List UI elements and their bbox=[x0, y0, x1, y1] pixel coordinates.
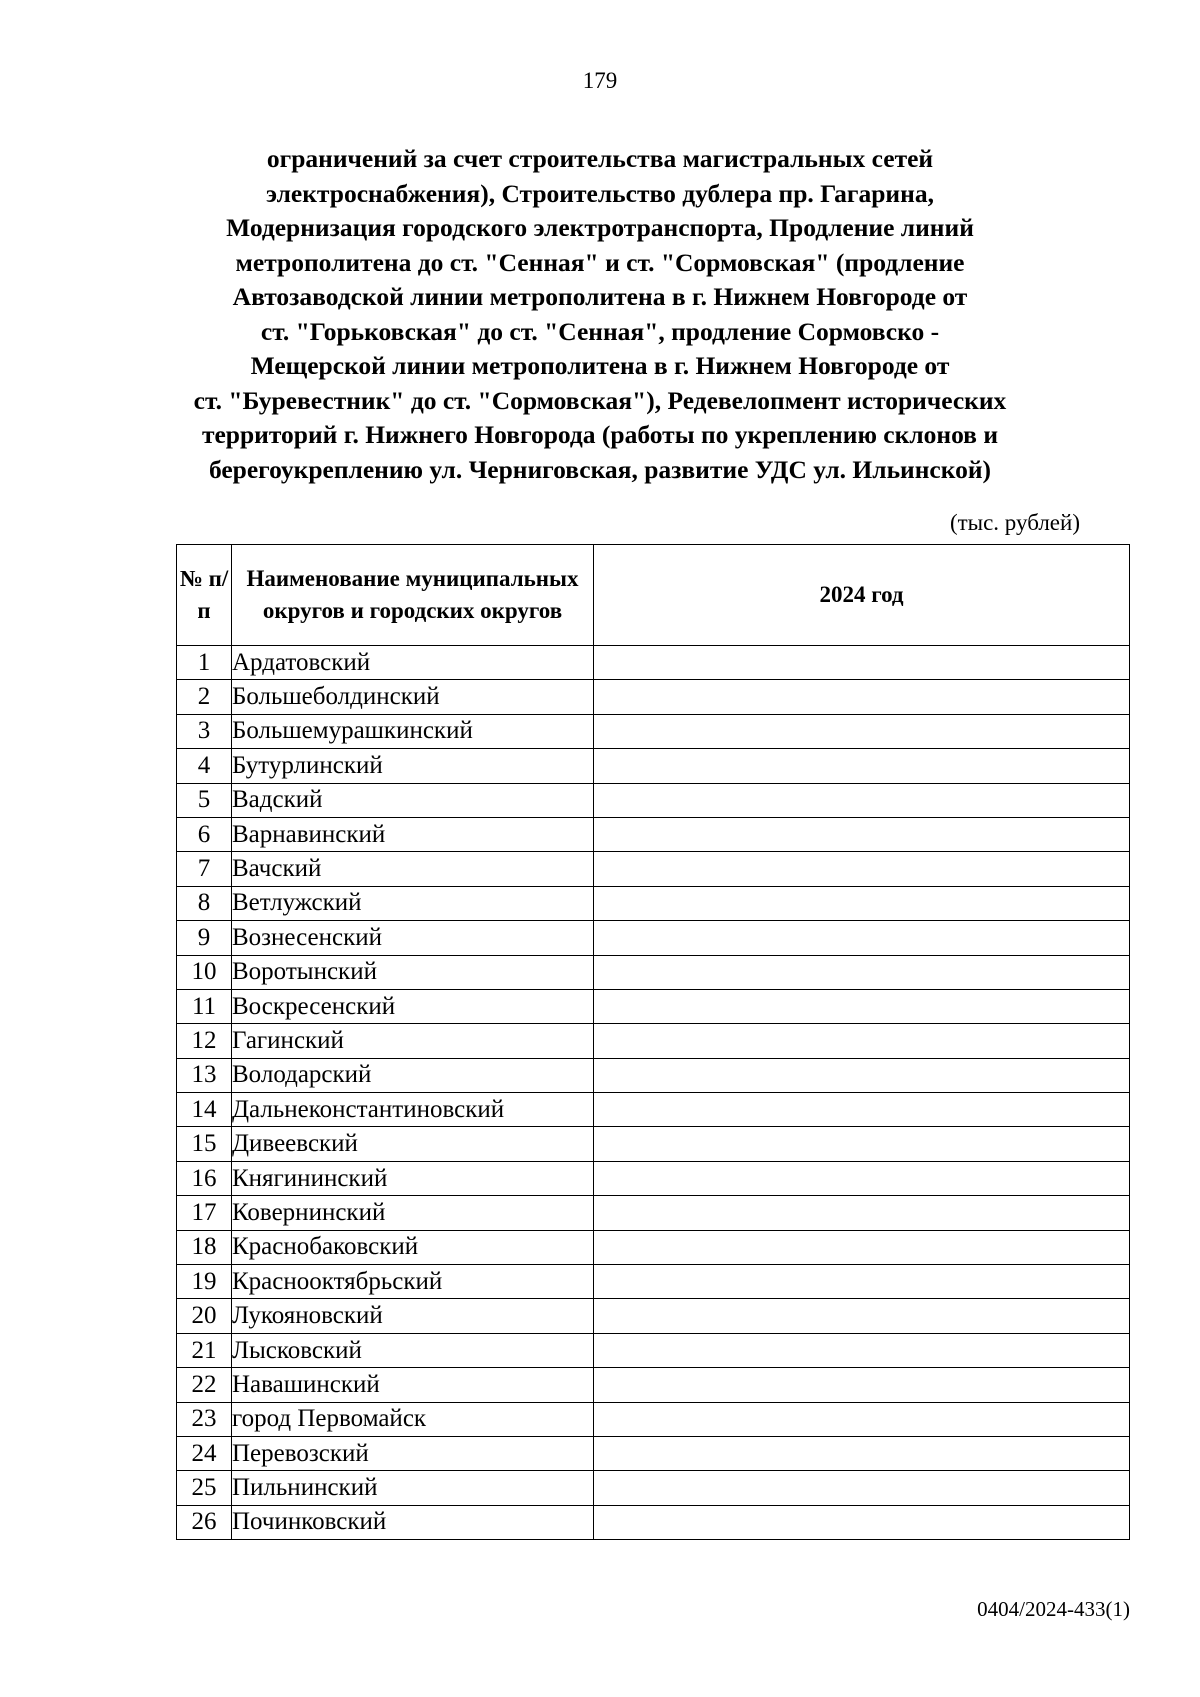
row-number: 18 bbox=[177, 1230, 232, 1264]
document-heading bbox=[150, 142, 1050, 487]
table-row bbox=[177, 1093, 1130, 1127]
heading-line: территорий г. Нижнего Новгорода (работы по укреплению склонов и bbox=[201, 420, 999, 449]
row-number: 1 bbox=[177, 646, 232, 680]
row-number: 14 bbox=[177, 1093, 232, 1127]
row-name: Большемурашкинский bbox=[232, 714, 594, 748]
table-row bbox=[177, 1299, 1130, 1333]
row-name: Лысковский bbox=[232, 1333, 594, 1367]
table-header-row bbox=[177, 545, 1130, 646]
row-name: Навашинский bbox=[232, 1368, 594, 1402]
row-number: 13 bbox=[177, 1058, 232, 1092]
row-value bbox=[594, 989, 1130, 1023]
row-number: 16 bbox=[177, 1161, 232, 1195]
table-row bbox=[177, 1436, 1130, 1470]
row-value bbox=[594, 1333, 1130, 1367]
row-value bbox=[594, 646, 1130, 680]
row-number: 6 bbox=[177, 817, 232, 851]
row-name: Дивеевский bbox=[232, 1127, 594, 1161]
heading-line: метрополитена до ст. "Сенная" и ст. "Сормовская" (продление bbox=[235, 247, 965, 277]
table-row bbox=[177, 680, 1130, 714]
table-row bbox=[177, 714, 1130, 748]
heading-line: ст. "Горьковская" до ст. "Сенная", продление Сормовско - bbox=[260, 316, 940, 346]
row-value bbox=[594, 783, 1130, 817]
row-name: Краснооктябрьский bbox=[232, 1265, 594, 1299]
row-name: Пильнинский bbox=[232, 1471, 594, 1505]
heading-line: берегоукреплению ул. Черниговская, развитие УДС ул. Ильинской) bbox=[208, 454, 992, 484]
row-number: 23 bbox=[177, 1402, 232, 1436]
table-row bbox=[177, 955, 1130, 989]
table-row bbox=[177, 749, 1130, 783]
row-value bbox=[594, 1196, 1130, 1230]
row-value bbox=[594, 1093, 1130, 1127]
row-value bbox=[594, 921, 1130, 955]
row-number: 20 bbox=[177, 1299, 232, 1333]
row-name: город Первомайск bbox=[232, 1402, 594, 1436]
table-row bbox=[177, 921, 1130, 955]
row-number: 12 bbox=[177, 1024, 232, 1058]
row-number: 19 bbox=[177, 1265, 232, 1299]
row-name: Гагинский bbox=[232, 1024, 594, 1058]
table-row bbox=[177, 1127, 1130, 1161]
row-number: 5 bbox=[177, 783, 232, 817]
row-value bbox=[594, 1368, 1130, 1402]
row-name: Княгининский bbox=[232, 1161, 594, 1195]
units-label: (тыс. рублей) bbox=[949, 510, 1080, 535]
row-name: Бутурлинский bbox=[232, 749, 594, 783]
row-number: 10 bbox=[177, 955, 232, 989]
table-row bbox=[177, 1230, 1130, 1264]
row-value bbox=[594, 852, 1130, 886]
row-value bbox=[594, 886, 1130, 920]
header-year: 2024 год bbox=[594, 545, 1130, 646]
row-name: Воскресенский bbox=[232, 989, 594, 1023]
row-value bbox=[594, 1471, 1130, 1505]
table-row bbox=[177, 1196, 1130, 1230]
heading-line: Автозаводской линии метрополитена в г. Нижнем Новгороде от bbox=[232, 282, 968, 311]
table-row bbox=[177, 1402, 1130, 1436]
row-number: 25 bbox=[177, 1471, 232, 1505]
row-number: 2 bbox=[177, 680, 232, 714]
row-name: Ардатовский bbox=[232, 646, 594, 680]
table-row bbox=[177, 852, 1130, 886]
table-row bbox=[177, 1024, 1130, 1058]
municipalities-table bbox=[176, 544, 1130, 1540]
document-code: 0404/2024-433(1) bbox=[977, 1597, 1130, 1621]
row-value bbox=[594, 1505, 1130, 1539]
row-name: Дальнеконстантиновский bbox=[232, 1093, 594, 1127]
row-name: Перевозский bbox=[232, 1436, 594, 1470]
heading-line: Мещерской линии метрополитена в г. Нижнем Новгороде от bbox=[250, 351, 950, 380]
row-name: Вачский bbox=[232, 852, 594, 886]
row-name: Лукояновский bbox=[232, 1299, 594, 1333]
table-row bbox=[177, 1471, 1130, 1505]
row-name: Ветлужский bbox=[232, 886, 594, 920]
table-row bbox=[177, 783, 1130, 817]
row-value bbox=[594, 1299, 1130, 1333]
row-number: 21 bbox=[177, 1333, 232, 1367]
row-name: Вадский bbox=[232, 783, 594, 817]
row-value bbox=[594, 1161, 1130, 1195]
row-value bbox=[594, 1436, 1130, 1470]
row-name: Вознесенский bbox=[232, 921, 594, 955]
row-value bbox=[594, 1402, 1130, 1436]
table-body bbox=[177, 646, 1130, 1540]
row-number: 7 bbox=[177, 852, 232, 886]
row-name: Володарский bbox=[232, 1058, 594, 1092]
row-value bbox=[594, 817, 1130, 851]
row-name: Варнавинский bbox=[232, 817, 594, 851]
row-name: Воротынский bbox=[232, 955, 594, 989]
row-value bbox=[594, 680, 1130, 714]
row-number: 11 bbox=[177, 989, 232, 1023]
row-value bbox=[594, 749, 1130, 783]
row-number: 15 bbox=[177, 1127, 232, 1161]
row-name: Большеболдинский bbox=[232, 680, 594, 714]
row-name: Краснобаковский bbox=[232, 1230, 594, 1264]
row-value bbox=[594, 1127, 1130, 1161]
table-row bbox=[177, 1505, 1130, 1539]
table-row bbox=[177, 1058, 1130, 1092]
row-name: Починковский bbox=[232, 1505, 594, 1539]
page-number: 179 bbox=[582, 68, 618, 93]
table-row bbox=[177, 886, 1130, 920]
heading-line: ст. "Буревестник" до ст. "Сормовская"), Редевелопмент исторических bbox=[193, 385, 1007, 415]
table-row bbox=[177, 1265, 1130, 1299]
heading-line: Модернизация городского электротранспорта, Продление линий bbox=[226, 213, 974, 242]
heading-line: электроснабжения), Строительство дублера пр. Гагарина, bbox=[266, 178, 934, 208]
row-number: 26 bbox=[177, 1505, 232, 1539]
row-number: 3 bbox=[177, 714, 232, 748]
row-value bbox=[594, 1230, 1130, 1264]
table-row bbox=[177, 1368, 1130, 1402]
row-number: 9 bbox=[177, 921, 232, 955]
table-row bbox=[177, 989, 1130, 1023]
header-number: № п/п bbox=[177, 545, 232, 646]
table-row bbox=[177, 1161, 1130, 1195]
row-number: 22 bbox=[177, 1368, 232, 1402]
row-number: 8 bbox=[177, 886, 232, 920]
header-name: Наименование муниципальных округов и городских округов bbox=[232, 545, 594, 646]
row-value bbox=[594, 1265, 1130, 1299]
row-number: 17 bbox=[177, 1196, 232, 1230]
table-row bbox=[177, 646, 1130, 680]
row-value bbox=[594, 714, 1130, 748]
row-value bbox=[594, 1024, 1130, 1058]
table-row bbox=[177, 1333, 1130, 1367]
row-number: 24 bbox=[177, 1436, 232, 1470]
row-value bbox=[594, 1058, 1130, 1092]
table-row bbox=[177, 817, 1130, 851]
row-name: Ковернинский bbox=[232, 1196, 594, 1230]
row-number: 4 bbox=[177, 749, 232, 783]
row-value bbox=[594, 955, 1130, 989]
heading-line: ограничений за счет строительства магистральных сетей bbox=[266, 144, 934, 173]
